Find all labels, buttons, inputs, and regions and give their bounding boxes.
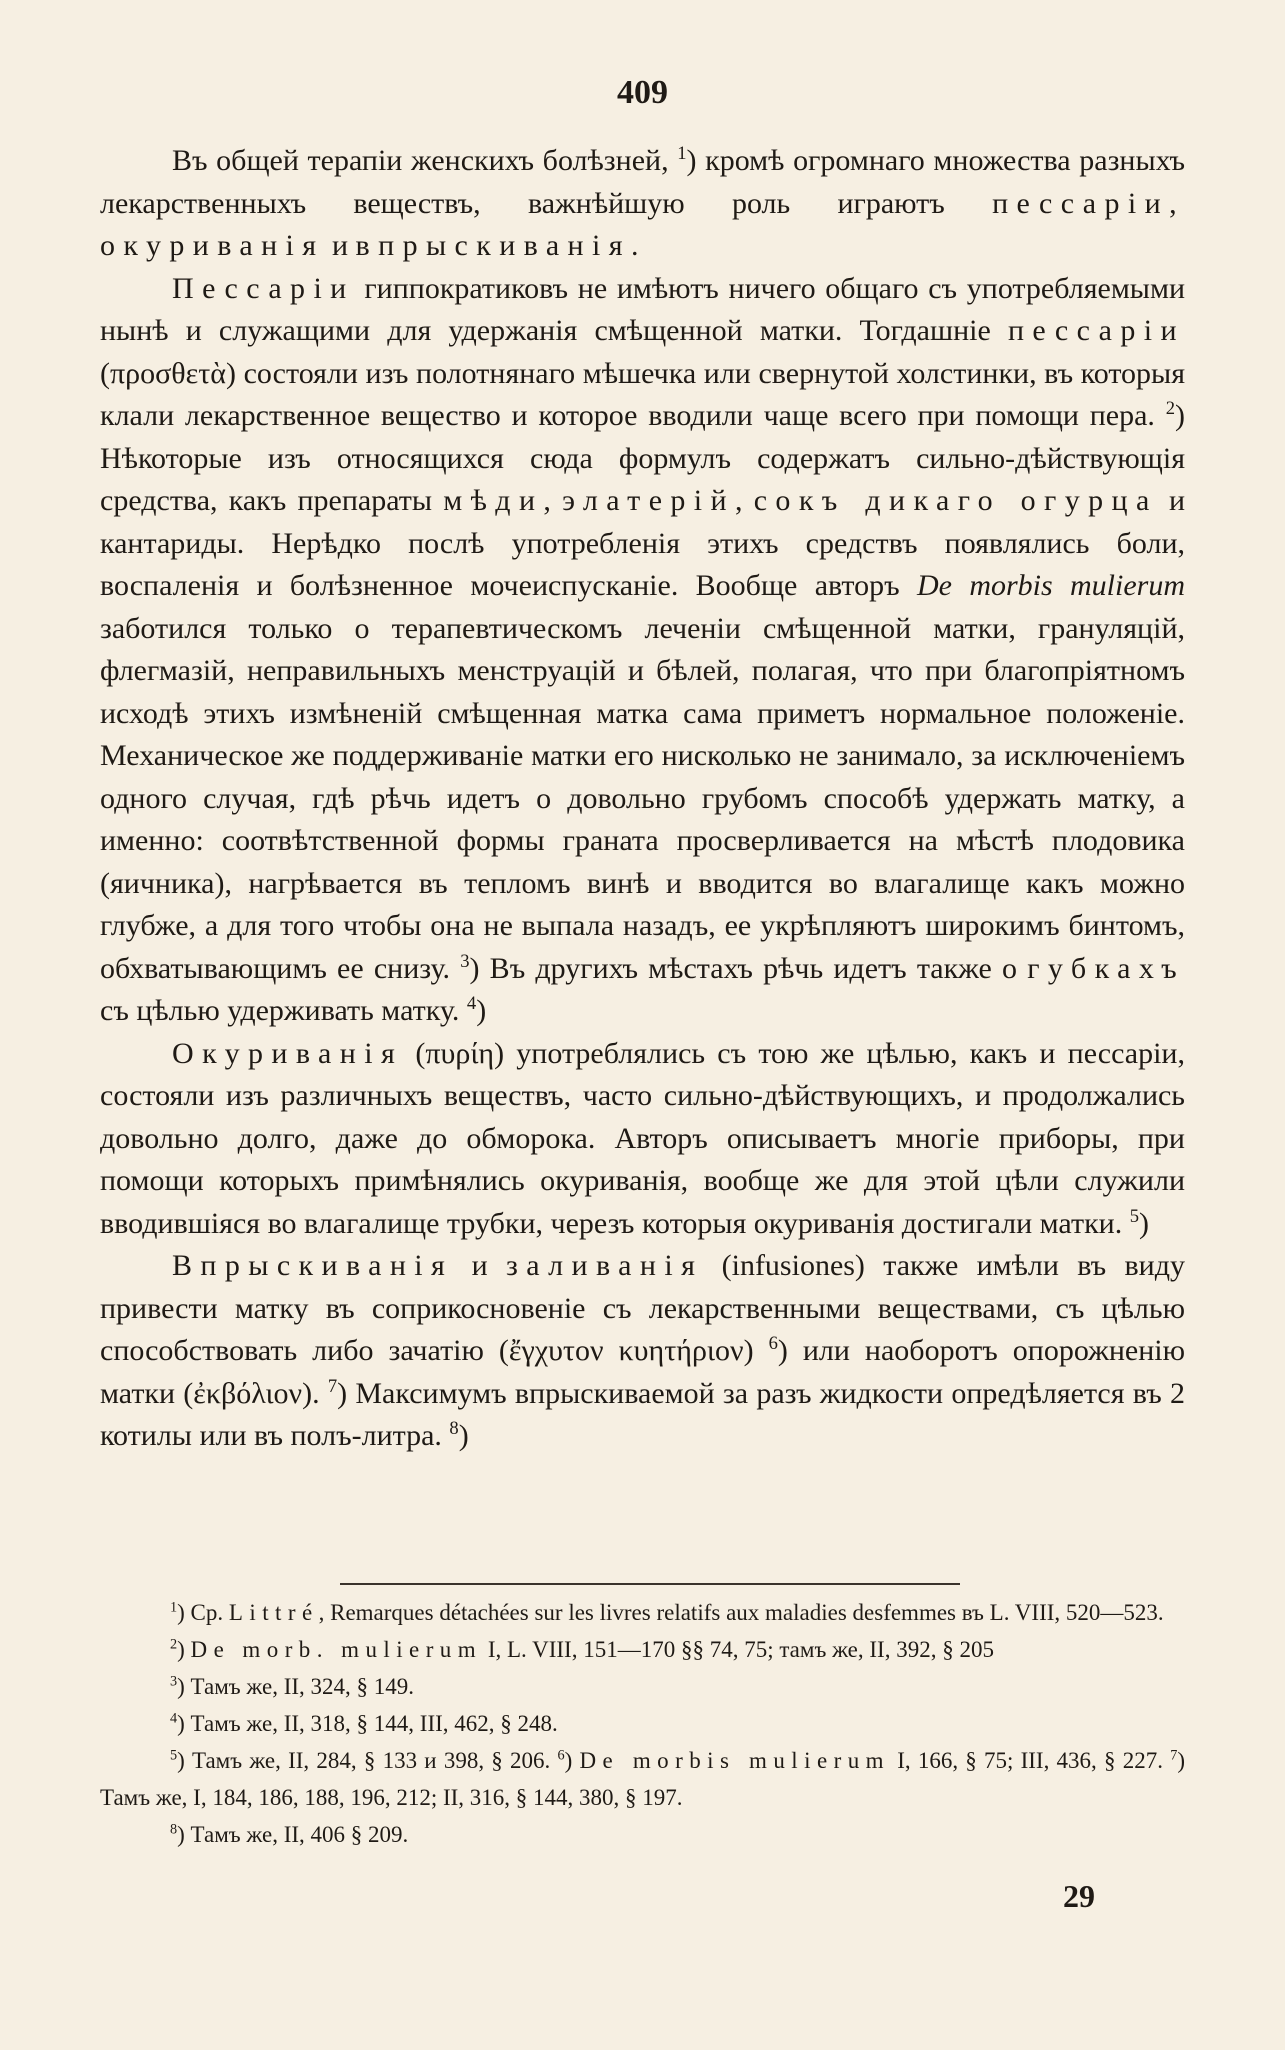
- paragraph: [100, 1245, 1185, 1458]
- text-run: элатерій: [562, 484, 735, 517]
- footnote: [100, 1594, 1185, 1631]
- text-run: гиппократиковъ не имѣютъ ничего общаго съ употребляемыми нынѣ и служащими для удержанія смѣщенной матки. Тогдашніе: [100, 271, 1185, 347]
- text-run: ) Тамъ же, II, 318, § 144, III, 462, § 248.: [177, 1711, 558, 1736]
- paragraph: [100, 140, 1185, 268]
- text-run: сокъ дикаго огурца: [753, 484, 1158, 517]
- text-run: заботился только о терапевтическомъ леченіи смѣщенной матки, грануляцій, флегмазій, неправильныхъ менструацій и бѣлей, полагая, что при благопріятномъ исходѣ этихъ измѣненій смѣщенная матка сама приметъ нормальное положеніе. Механическое же поддерживаніе матки его нисколько не занимало, за исключеніемъ одного случая, гдѣ рѣчь идетъ о довольно грубомъ способѣ удержать матку, а именно: соотвѣтственной формы граната просверливается на мѣстѣ плодовика (яичника), нагрѣвается въ тепломъ винѣ и вводится во влагалище какъ можно глубже, а для того чтобы она не выпала назадъ, ее укрѣпляютъ широкимъ бинтомъ, обхватывающимъ ее снизу.: [100, 611, 1185, 985]
- footnote-ref: 8: [449, 1418, 459, 1439]
- text-run: Впрыскиванія: [172, 1249, 454, 1282]
- footnote-ref: 8: [170, 1821, 178, 1838]
- text-run: , Remarques détachées sur les livres relatifs aux maladies desfemmes въ L. VIII, 520—523.: [318, 1600, 1164, 1625]
- text-run: заливанія: [505, 1249, 704, 1282]
- paragraph: [100, 1033, 1185, 1246]
- text-run: ): [564, 1748, 580, 1773]
- text-run: ) кромѣ огромнаго множества разныхъ лекарственныхъ веществъ, важнѣйшую роль играютъ: [100, 144, 1185, 220]
- text-run: и: [453, 1249, 506, 1282]
- text-run: De morbis mulierum: [579, 1748, 890, 1773]
- footnote-ref: 5: [1129, 1205, 1140, 1227]
- text-run: ,: [735, 484, 754, 517]
- text-run: I, 166, § 75; III, 436, § 227.: [889, 1748, 1171, 1773]
- text-run: ) Максимумъ впрыскиваемой за разъ жидкости опредѣляется въ 2 котилы или въ полъ-литра.: [100, 1376, 1185, 1452]
- footnote: [100, 1742, 1185, 1816]
- signature-mark: 29: [1063, 1878, 1095, 1914]
- footnote-ref: 1: [170, 1599, 178, 1616]
- footnote-ref: 7: [1170, 1747, 1178, 1764]
- paragraph: [100, 268, 1185, 1033]
- text-run: ) Тамъ же, II, 324, § 149.: [177, 1674, 415, 1699]
- footnote: [100, 1631, 1185, 1668]
- footnote-ref: 4: [170, 1710, 178, 1727]
- text-run: ): [1139, 1206, 1150, 1240]
- footnote-ref: 5: [170, 1747, 178, 1764]
- text-run: ,: [543, 484, 563, 517]
- text-run: Въ общей терапіи женскихъ болѣзней,: [172, 144, 678, 177]
- footnote: [100, 1816, 1185, 1853]
- text-run: мѣди: [443, 484, 544, 517]
- page-number: 409: [617, 74, 668, 111]
- text-run: впрыскиванія: [355, 229, 631, 262]
- text-run: (προσθετὰ) состояли изъ полотнянаго мѣшечка или свернутой холстинки, въ которыя клали лекарственное вещество и которое вводили чаще всего при помощи пера.: [100, 356, 1185, 432]
- text-run: Пессаріи: [172, 271, 355, 305]
- text-run: ) Въ другихъ мѣстахъ рѣчь идетъ также о: [469, 951, 1028, 985]
- text-run: (πυρίη) употреблялись съ тою же цѣлью, какъ и пессаріи, состояли изъ различныхъ веществъ, часто сильно-дѣйствующихъ, и продолжались довольно долго, даже до обморока. Авторъ описываетъ многіе приборы, при помощи которыхъ примѣнялись окуриванія, вообще же для этой цѣли служили вводившіяся во влагалище трубки, черезъ которыя окуриванія достигали матки.: [100, 1036, 1185, 1240]
- text-run: пессаріи, окуриванія: [100, 186, 1185, 262]
- text-run: I, L. VIII, 151—170 §§ 74, 75; тамъ же, II, 392, § 205: [482, 1637, 994, 1662]
- footnote-ref: 6: [557, 1747, 565, 1764]
- text-run: (infusiones) также имѣли въ виду привести матку въ соприкосновеніе съ лекарственными веществами, съ цѣлью способствовать либо зачатію (ἔγχυτον κυητήριον): [100, 1249, 1185, 1367]
- text-run: ) Тамъ же, II, 284, § 133 и 398, § 206.: [177, 1748, 558, 1773]
- text-run: губкахъ: [1027, 951, 1185, 985]
- footnote: [100, 1668, 1185, 1705]
- footnote-ref: 1: [677, 143, 687, 164]
- footnote-ref: 3: [170, 1673, 178, 1690]
- footnote: [100, 1705, 1185, 1742]
- text-run: и кантариды. Нерѣдко послѣ употребленія этихъ средствъ появлялись боли, воспаленія и болѣзненное мочеиспусканіе. Вообще авторъ: [100, 484, 1185, 602]
- text-run: .: [630, 229, 639, 262]
- text-run: Littré: [228, 1600, 319, 1625]
- footnote-ref: 2: [170, 1636, 178, 1653]
- footnote-ref: 4: [466, 993, 477, 1014]
- text-run: ) или наоборотъ опорожненію матки (ἐκβόλιον).: [100, 1334, 1185, 1410]
- text-run: De morbis mulierum: [917, 569, 1185, 602]
- text-run: ): [177, 1637, 191, 1662]
- text-run: съ цѣлью удерживать матку.: [100, 994, 467, 1027]
- footnote-ref: 7: [327, 1375, 338, 1397]
- footnotes: [100, 1594, 1185, 1853]
- text-run: ): [458, 1419, 469, 1452]
- text-run: пессаріи: [1007, 314, 1185, 347]
- text-run: Окуриванія: [172, 1036, 404, 1070]
- text-run: De morb. mulierum: [190, 1637, 483, 1662]
- text-run: ) Тамъ же, II, 406 § 209.: [177, 1822, 409, 1847]
- footnote-rule: [340, 1583, 960, 1585]
- text-run: ): [476, 994, 487, 1027]
- text-run: ) Ср.: [177, 1600, 229, 1625]
- footnote-ref: 3: [460, 950, 470, 972]
- footnote-ref: 2: [1165, 398, 1175, 419]
- main-text: [100, 140, 1185, 1458]
- text-run: ) Нѣкоторые изъ относящихся сюда формулъ содержатъ сильно-дѣйствующія средства, какъ препараты: [100, 399, 1185, 517]
- footnote-ref: 6: [768, 1333, 778, 1354]
- text-run: ) Тамъ же, I, 184, 186, 188, 196, 212; II, 316, § 144, 380, § 197.: [100, 1748, 1186, 1810]
- text-run: и: [324, 229, 356, 262]
